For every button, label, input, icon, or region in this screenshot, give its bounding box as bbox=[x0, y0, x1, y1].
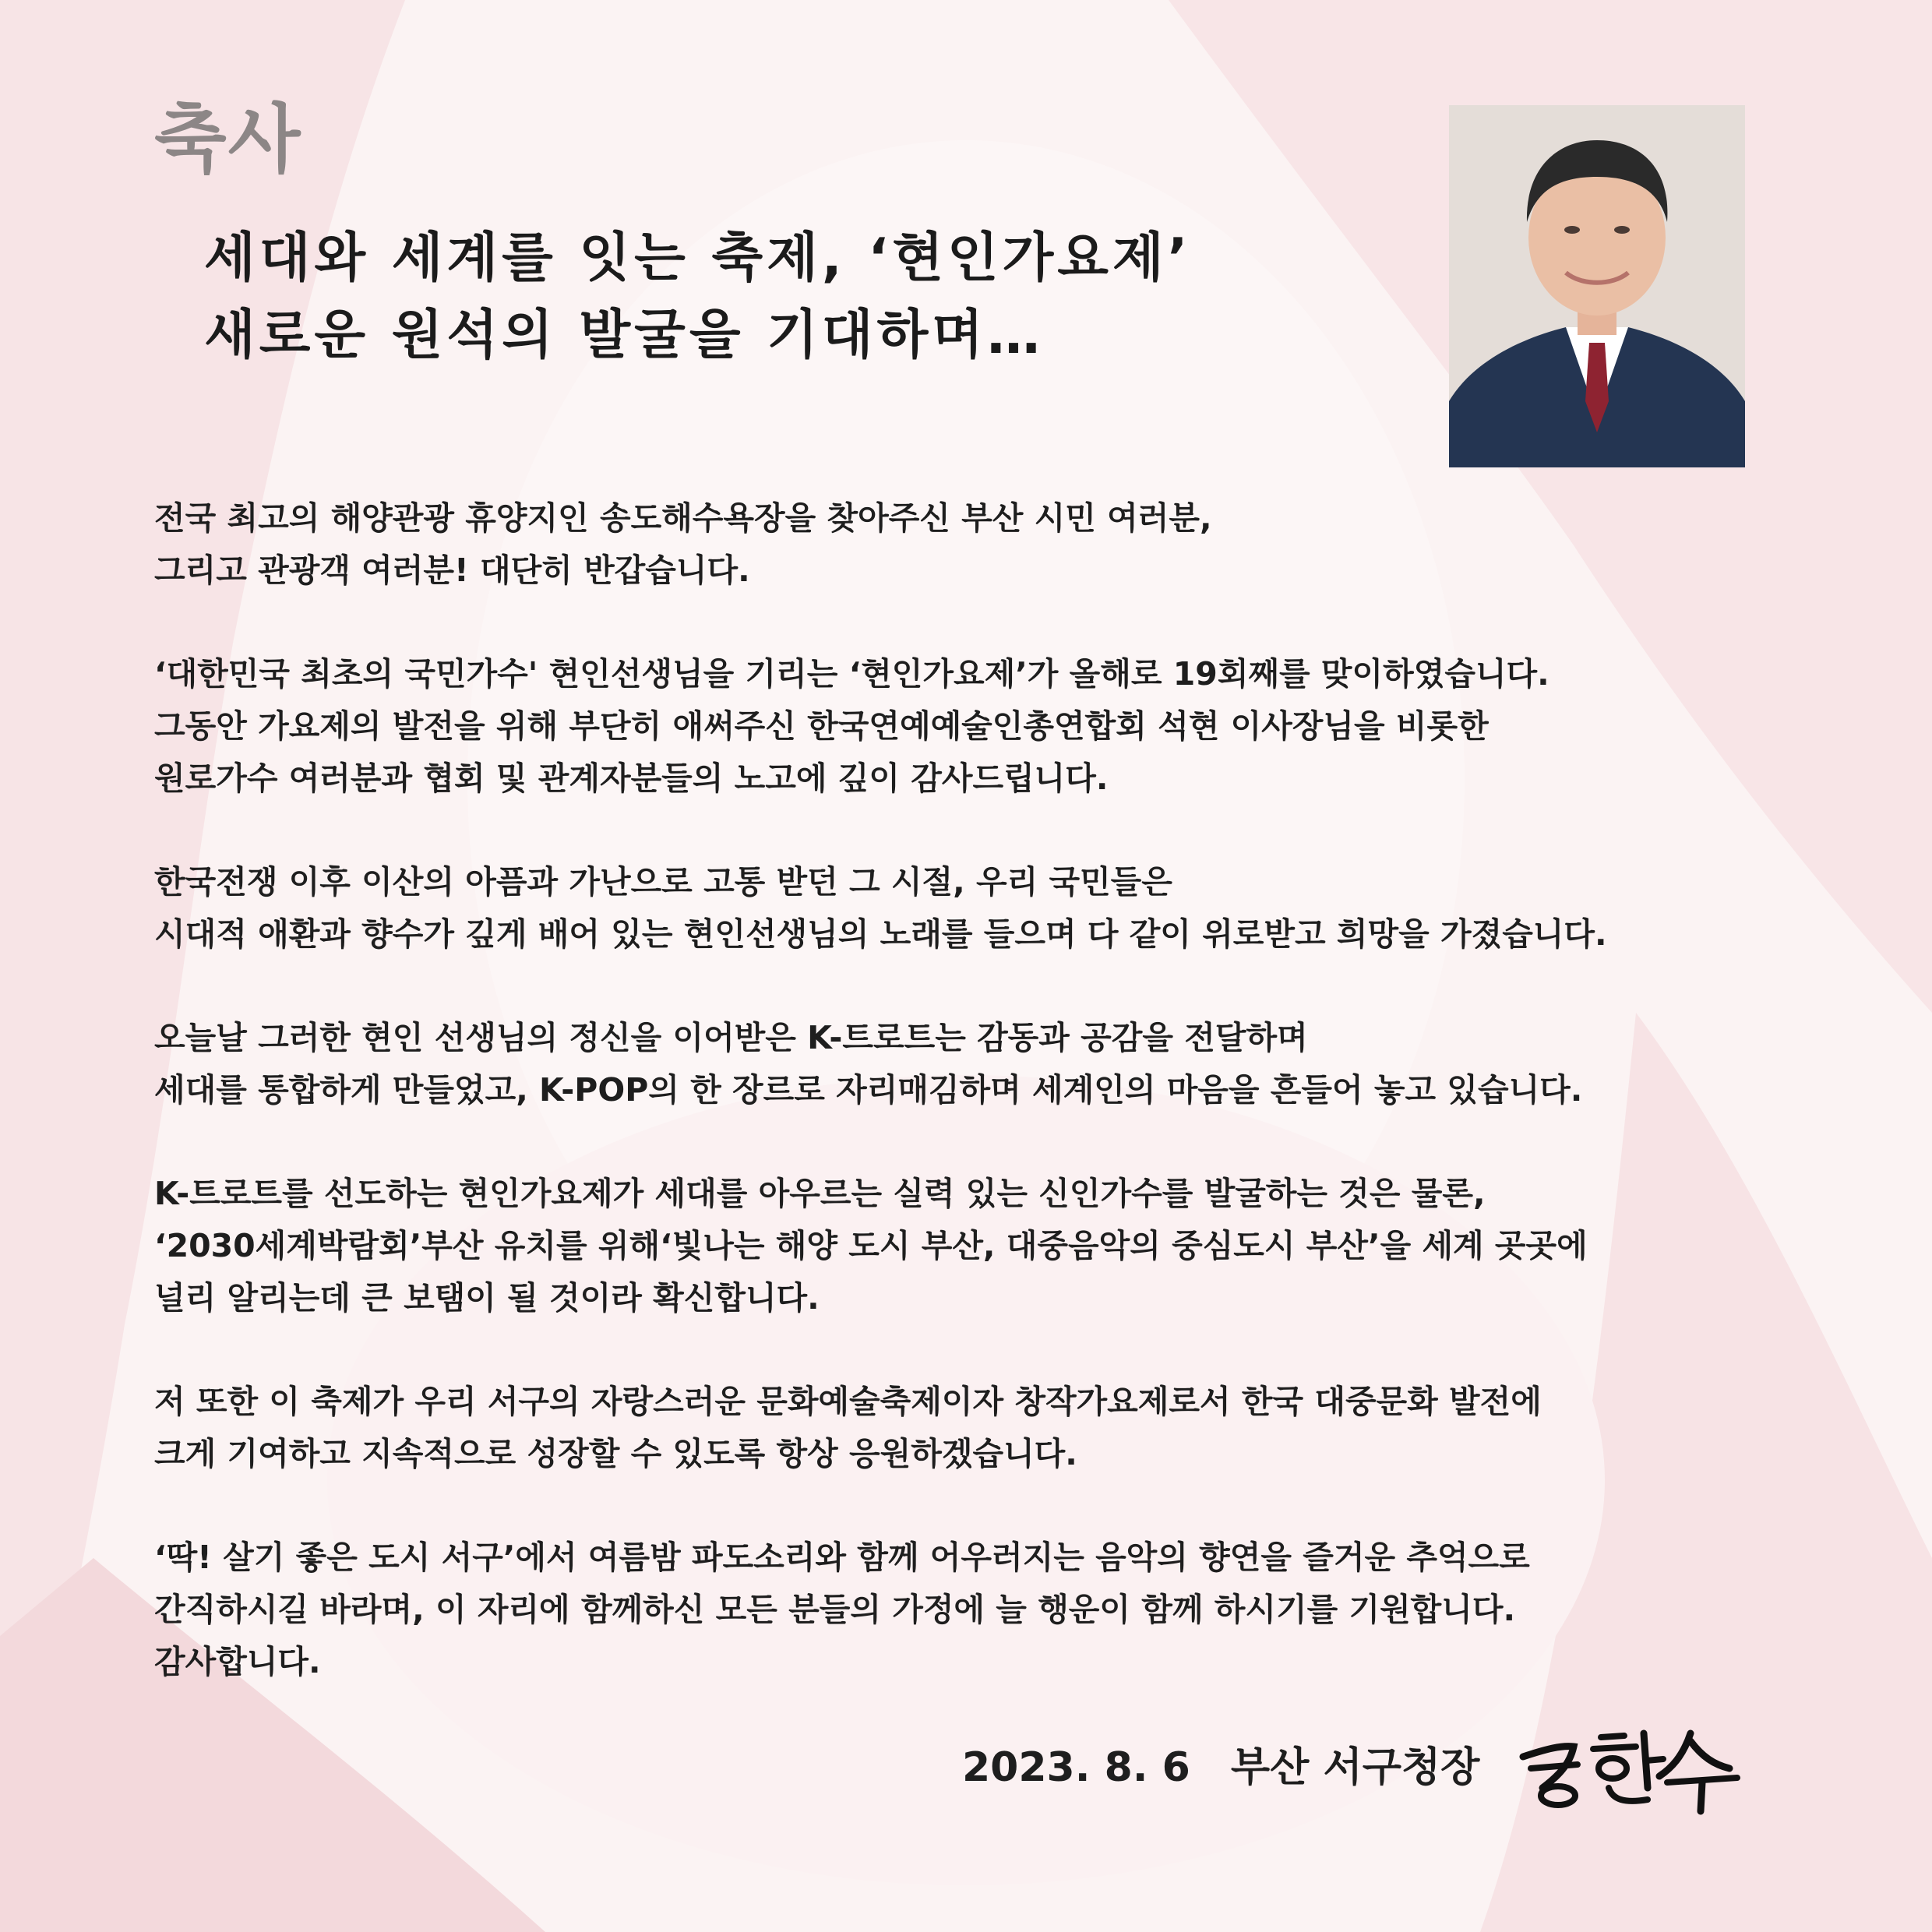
letter-date: 2023. 8. 6 bbox=[962, 1744, 1190, 1791]
handwritten-signature bbox=[1515, 1722, 1741, 1815]
paragraph-line: 감사합니다. bbox=[154, 1643, 321, 1680]
paragraph-line: 간직하시길 바라며, 이 자리에 함께하신 모든 분들의 가정에 늘 행운이 함께 하시기를 기원합니다. bbox=[154, 1591, 1516, 1628]
portrait-photo bbox=[1449, 105, 1745, 467]
paragraph-line: 한국전쟁 이후 이산의 아픔과 가난으로 고통 받던 그 시절, 우리 국민들은 bbox=[154, 863, 1172, 901]
closing-line bbox=[962, 1743, 1479, 1792]
paragraph-line: ‘2030세계박람회’부산 유치를 위해‘빛나는 해양 도시 부산, 대중음악의 중심도시 부산’을 세계 곳곳에 bbox=[154, 1227, 1588, 1264]
paragraph-line: 오늘날 그러한 현인 선생님의 정신을 이어받은 K-트로트는 감동과 공감을 전달하며 bbox=[154, 1019, 1308, 1056]
person-photo-icon bbox=[1449, 105, 1745, 467]
paragraph bbox=[154, 492, 1821, 597]
author-position: 부산 서구청장 bbox=[1230, 1744, 1480, 1791]
paragraph-line: ‘딱! 살기 좋은 도시 서구’에서 여름밤 파도소리와 함께 어우러지는 음악의 향연을 즐거운 추억으로 bbox=[154, 1539, 1530, 1576]
paragraph-line: 저 또한 이 축제가 우리 서구의 자랑스러운 문화예술축제이자 창작가요제로서 한국 대중문화 발전에 bbox=[154, 1383, 1542, 1420]
title-line: 새로운 원석의 발굴을 기대하며… bbox=[204, 304, 1044, 366]
paragraph-line: 그동안 가요제의 발전을 위해 부단히 애써주신 한국연예예술인총연합회 석현 이사장님을 비롯한 bbox=[154, 707, 1489, 745]
paragraph bbox=[154, 1168, 1821, 1324]
letter-body bbox=[154, 492, 1821, 1740]
heading-label: 축사 bbox=[154, 96, 302, 183]
paragraph-line: 전국 최고의 해양관광 휴양지인 송도해수욕장을 찾아주신 부산 시민 여러분, bbox=[154, 499, 1212, 537]
paragraph-line: 크게 기여하고 지속적으로 성장할 수 있도록 항상 응원하겠습니다. bbox=[154, 1435, 1077, 1472]
paragraph bbox=[154, 648, 1821, 805]
paragraph-line: 시대적 애환과 향수가 깊게 배어 있는 현인선생님의 노래를 들으며 다 같이 위로받고 희망을 가졌습니다. bbox=[154, 915, 1607, 953]
paragraph bbox=[154, 1376, 1821, 1480]
paragraph-line: 널리 알리는데 큰 보탬이 될 것이라 확신합니다. bbox=[154, 1279, 820, 1317]
paragraph-line: ‘대한민국 최초의 국민가수' 현인선생님을 기리는 ‘현인가요제’가 올해로 19회째를 맞이하였습니다. bbox=[154, 655, 1549, 693]
paragraph-line: 원로가수 여러분과 협회 및 관계자분들의 노고에 깊이 감사드립니다. bbox=[154, 760, 1109, 797]
paragraph-line: K-트로트를 선도하는 현인가요제가 세대를 아우르는 실력 있는 신인가수를 발굴하는 것은 물론, bbox=[154, 1175, 1486, 1212]
paragraph bbox=[154, 856, 1821, 961]
paragraph bbox=[154, 1532, 1821, 1688]
paragraph-line: 그리고 관광객 여러분! 대단히 반갑습니다. bbox=[154, 552, 750, 589]
paragraph-line: 세대를 통합하게 만들었고, K-POP의 한 장르로 자리매김하며 세계인의 마음을 흔들어 놓고 있습니다. bbox=[154, 1071, 1583, 1109]
paragraph bbox=[154, 1012, 1821, 1116]
page-title bbox=[204, 220, 1192, 374]
title-line: 세대와 세계를 잇는 축제, ‘현인가요제’ bbox=[204, 227, 1192, 289]
